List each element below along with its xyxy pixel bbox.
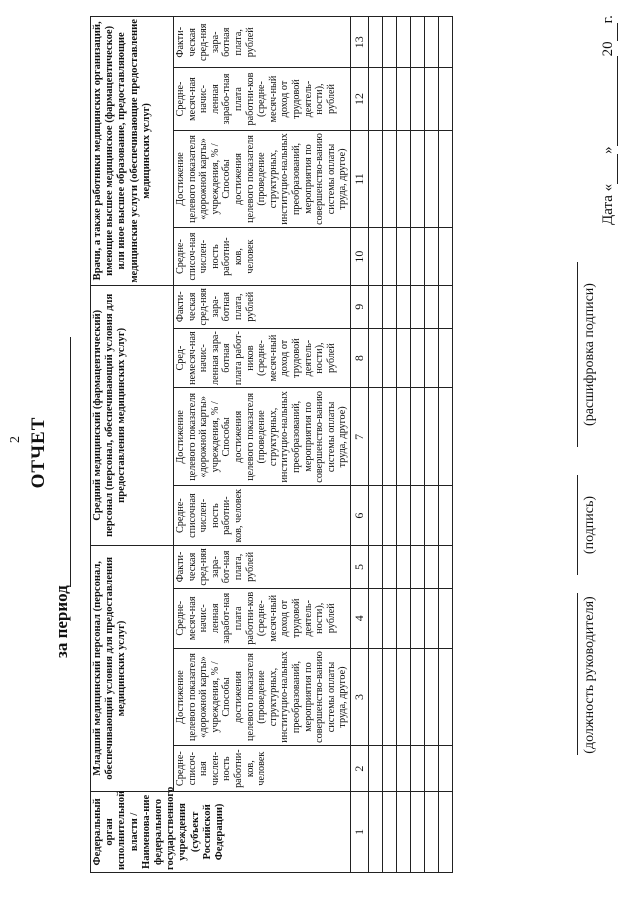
page-number: 2 [8,436,23,443]
position-caption: (должность руководителя) [582,596,597,754]
col-num: 3 [350,648,368,746]
day-blank [600,154,618,184]
period-label: за период [52,585,71,658]
header-col4: Средне-месяч-ная начис-ленная заработ-ная плата работни-ков (средне-месяч-ный доход от трудовой деятель-ности), рублей [174,588,351,648]
header-col3: Достижение целевого показателя «дорожной карты» учреждения, % / Способы достижения целевого показателя (проведение структурных, институцио-нальных преобразований, мероприятия по совершенство-ванию системы оплаты труда, другое) [174,648,351,746]
col-num: 9 [350,285,368,328]
header-col13: Факти-ческая сред-няя зара-ботная плата, рублей [174,17,351,68]
signature-caption: (подпись) [582,495,597,555]
group-mid-staff-header: Средний медицинский (фармацевтический) персонал (персонал, обеспечивающий условия для предоставления медицинских услуг) [91,285,174,545]
name-caption: (расшифровка подписи) [582,283,597,426]
col-num: 10 [350,228,368,285]
position-line [577,593,578,755]
date-prefix: Дата « [600,183,616,225]
column-number-row [350,17,368,873]
header-col2: Средне-списоч-ная числен-ность работни-ков, человек [174,746,351,791]
empty-row [396,17,410,873]
signature-line [577,475,578,575]
empty-row [382,17,396,873]
col-num: 2 [350,746,368,791]
empty-row [410,17,424,873]
header-col5: Факти-ческая сред-няя зара-бот-ная плата, рублей [174,545,351,588]
period-blank-line [70,337,71,587]
col-num: 7 [350,388,368,486]
col-num: 13 [350,17,368,68]
empty-row [368,17,382,873]
header-col6: Средне-списочная числен-ность работни-ков, человек [174,486,351,546]
header-col11: Достижение целевого показателя «дорожной карты» учреждения, % / Способы достижения целевого показателя (проведение структурных, институцио-нальных преобразований, мероприятия по совершенство-ванию системы оплаты труда, другое) [174,130,351,228]
group-doctors-header: Врачи, а также работники медицинских организаций, имеющие высшее медицинское (фармацевтическое) или иное высшее образование, предоставляющие медицинские услуги (обеспечивающие предоставление медицинских услуг) [91,17,174,286]
name-line [577,262,578,447]
date-block [600,15,618,225]
report-table [90,16,453,873]
date-mid: » [600,146,616,154]
header-col10: Средне-списоч-ная числен-ность работни-ков, человек [174,228,351,285]
col-num: 6 [350,486,368,546]
col-num: 12 [350,68,368,130]
month-blank [600,56,618,146]
header-col7: Достижение целевого показателя «дорожной карты» учреждения, % / Способы достижения целевого показателя (проведение структурных, институцио-нальных преобразований, мероприятия по совершенство-ванию системы оплаты труда, другое) [174,388,351,486]
col-num: 1 [350,791,368,872]
date-suffix: г. [600,15,616,24]
col1-header: Федеральный орган исполнительной власти / Наименова-ние федерального государственного учреждения (субъект Российской Федерации) [91,791,351,872]
col-num: 11 [350,130,368,228]
empty-row [424,17,438,873]
header-col9: Факти-ческая сред-няя зара-ботная плата, рублей [174,285,351,328]
header-col12: Средне-месяч-ная начис-ленная зарабо-тная плата работни-ков (средне-месяч-ный доход от трудовой деятель-ности), рублей [174,68,351,130]
report-title: ОТЧЕТ [28,416,49,489]
header-col8: Сред-немесяч-ная начис-ленная зара-ботная плата работ-ников (средне-месяч-ный доход от трудовой деятель-ности), рублей [174,328,351,388]
date-year: 20 [600,41,616,57]
col-num: 8 [350,328,368,388]
group-junior-staff-header: Младший медицинский персонал (персонал, обеспечивающий условия для предоставления медицинских услуг) [91,545,174,791]
col-num: 4 [350,588,368,648]
year-blank [600,23,618,41]
empty-row [438,17,452,873]
col-num: 5 [350,545,368,588]
